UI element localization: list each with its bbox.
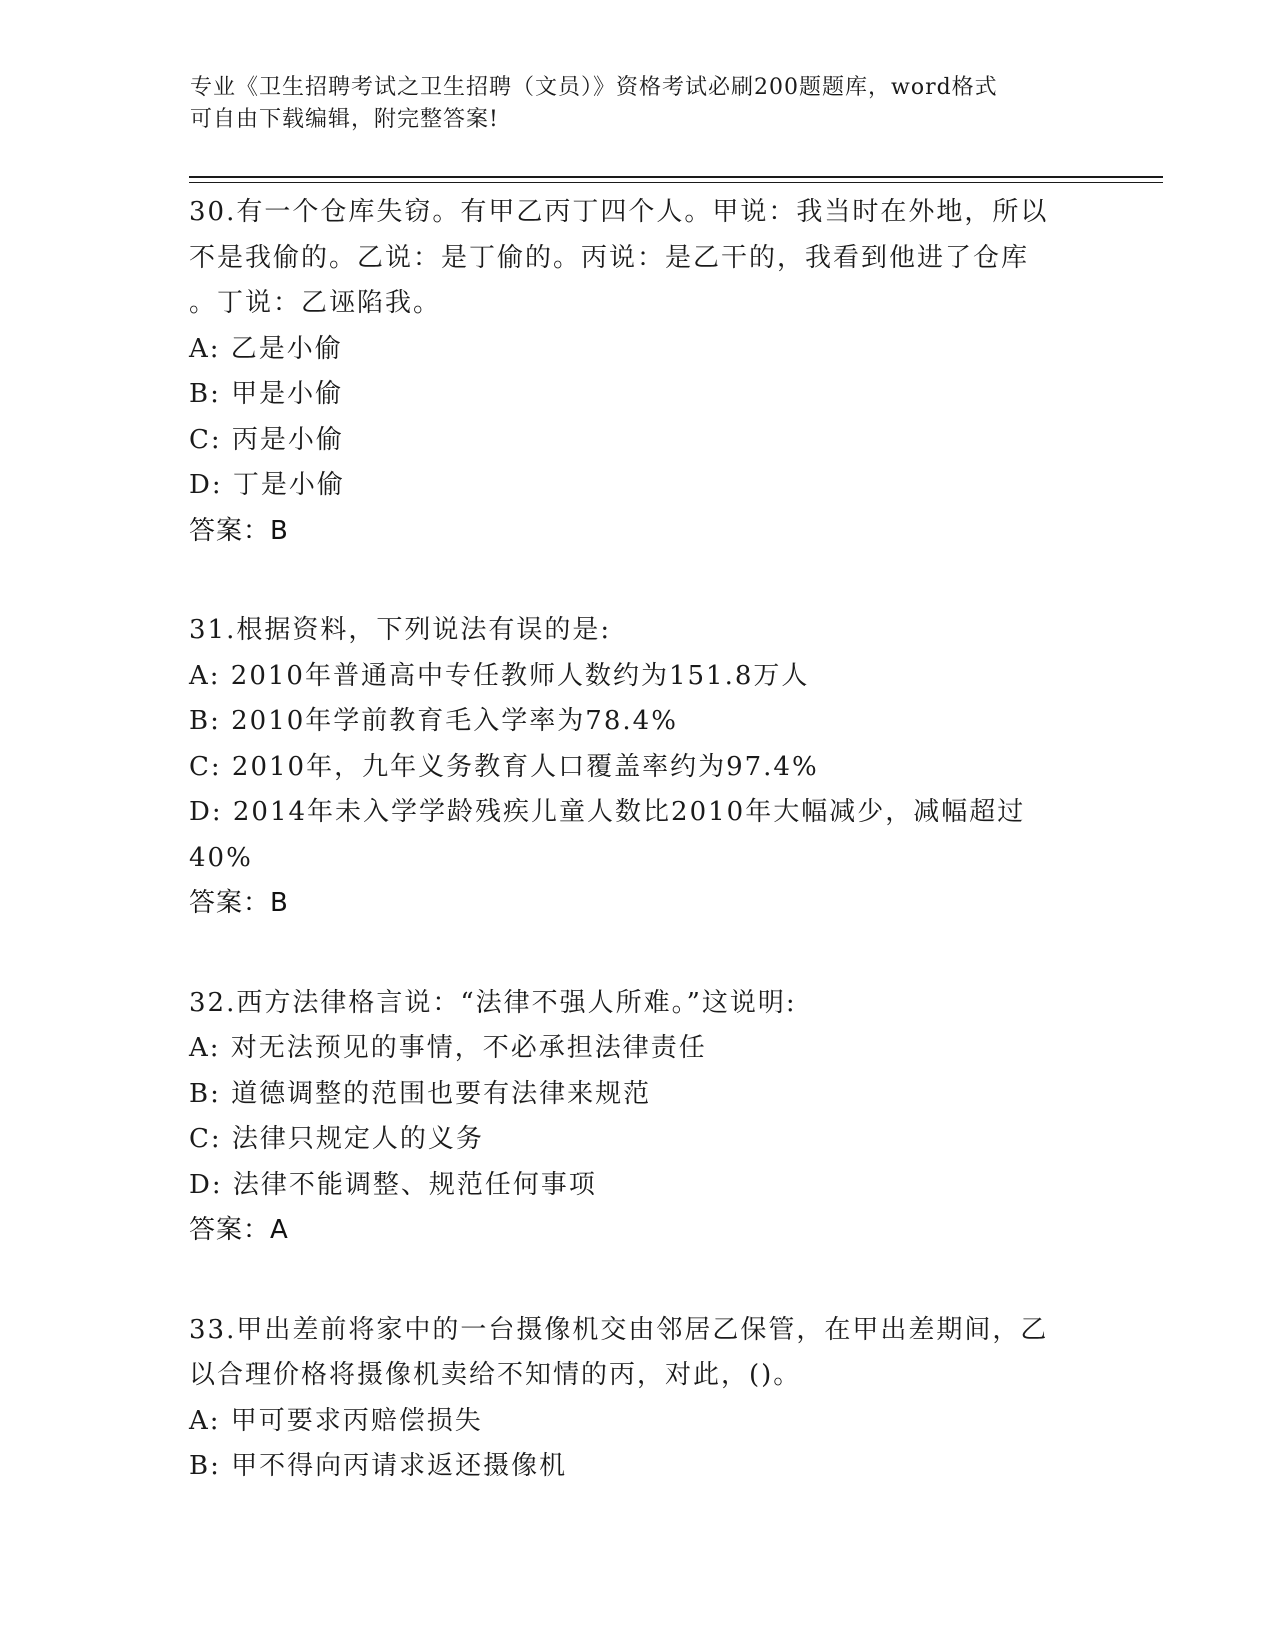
header-rule-thick xyxy=(189,176,1163,178)
question-stem-line: 30.有一个仓库失窃。有甲乙丙丁四个人。甲说：我当时在外地，所以 xyxy=(189,197,1049,227)
option-c: C: 法律只规定人的义务 xyxy=(189,1124,484,1154)
question-30 xyxy=(189,190,1089,554)
option-b: B: 甲是小偷 xyxy=(189,379,344,409)
header-line: 可自由下载编辑，附完整答案! xyxy=(190,107,499,132)
option-d-continued: 40% xyxy=(189,842,253,873)
option-b: B: 道德调整的范围也要有法律来规范 xyxy=(189,1078,652,1109)
question-stem-line: 以合理价格将摄像机卖给不知情的丙，对此，()。 xyxy=(189,1360,802,1390)
option-a: A: 乙是小偷 xyxy=(189,333,343,364)
option-d: D: 2014年未入学学龄残疾儿童人数比2010年大幅减少，减幅超过 xyxy=(189,797,1026,827)
question-33 xyxy=(189,1308,1089,1490)
question-32 xyxy=(189,981,1089,1254)
question-stem-line: 32.西方法律格言说：“法律不强人所难。”这说明: xyxy=(189,987,797,1018)
question-stem-line: 31.根据资料，下列说法有误的是: xyxy=(189,615,612,645)
answer-label: 答案：B xyxy=(189,515,289,546)
answer-label: 答案：B xyxy=(189,888,289,918)
question-list xyxy=(189,190,1089,1544)
header-line: 专业《卫生招聘考试之卫生招聘（文员）》资格考试必刷200题题库，word格式 xyxy=(190,75,998,100)
option-b: B: 甲不得向丙请求返还摄像机 xyxy=(189,1451,568,1481)
option-a: A: 甲可要求丙赔偿损失 xyxy=(189,1405,483,1436)
question-31 xyxy=(189,608,1089,927)
option-b: B: 2010年学前教育毛入学率为78.4% xyxy=(189,706,678,736)
option-c: C: 丙是小偷 xyxy=(189,424,344,455)
question-stem-line: 。丁说：乙诬陷我。 xyxy=(189,288,442,318)
document-header xyxy=(190,72,1070,136)
question-stem-line: 33.甲出差前将家中的一台摄像机交由邻居乙保管，在甲出差期间，乙 xyxy=(189,1314,1049,1345)
header-rule-thin xyxy=(189,182,1163,183)
question-stem-line: 不是我偷的。乙说：是丁偷的。丙说：是乙干的，我看到他进了仓库 xyxy=(189,242,1030,273)
option-a: A: 对无法预见的事情，不必承担法律责任 xyxy=(189,1033,707,1063)
option-d: D: 丁是小偷 xyxy=(189,470,345,500)
option-c: C: 2010年，九年义务教育人口覆盖率约为97.4% xyxy=(189,751,819,782)
option-d: D: 法律不能调整、规范任何事项 xyxy=(189,1169,597,1200)
option-a: A: 2010年普通高中专任教师人数约为151.8万人 xyxy=(189,660,810,691)
answer-label: 答案：A xyxy=(189,1215,289,1245)
